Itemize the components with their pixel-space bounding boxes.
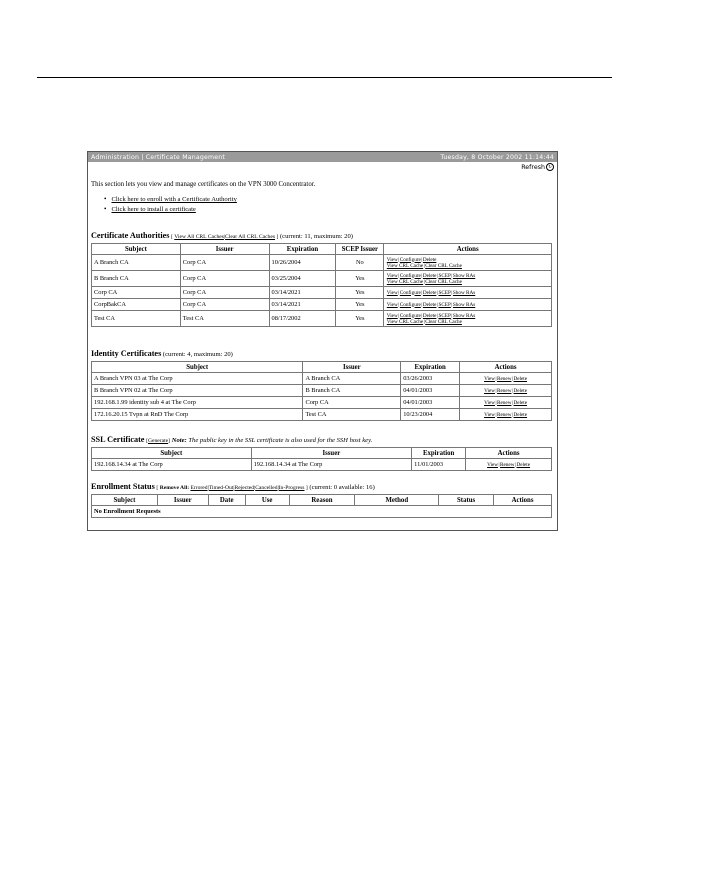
table-header-row: [92, 362, 552, 373]
ca-crl-controls: [171, 234, 278, 240]
identity-section-title: Identity Certificates: [91, 349, 162, 358]
enrollment-section-heading: [91, 482, 375, 491]
view-link[interactable]: View: [386, 312, 398, 319]
remove-in-progress-link[interactable]: In-Progress: [278, 485, 305, 491]
cell-expiration: 03/26/2003: [401, 373, 460, 385]
identity-summary: (current: 4, maximum: 20): [162, 351, 233, 358]
cell-scep: No: [336, 255, 384, 271]
separator: |: [223, 234, 226, 240]
remove-rejected-link[interactable]: Rejected: [234, 485, 255, 491]
show-ras-link[interactable]: Show RAs: [452, 312, 476, 319]
note-label: Note:: [171, 437, 187, 444]
cell-subject: Test CA: [92, 311, 181, 327]
bracket: [: [171, 234, 173, 240]
remove-timed-out-link[interactable]: Timed-Out: [208, 485, 234, 491]
title-bar: [88, 152, 557, 162]
cell-issuer: Test CA: [303, 409, 401, 421]
view-link[interactable]: View: [484, 411, 495, 418]
enrollment-summary: (current: 0 available: 16): [309, 484, 375, 491]
cell-issuer: Corp CA: [180, 271, 269, 287]
enrollment-remove-controls: [ Remove All: Errored|Timed-Out|Rejected|Cancelled|In-Progress ]: [156, 485, 308, 491]
cell-expiration: 04/01/2003: [401, 385, 460, 397]
cell-subject: A Branch VPN 03 at The Corp: [92, 373, 303, 385]
cell-actions: View|Renew|Delete: [460, 385, 552, 397]
table-row: [92, 397, 552, 409]
view-link[interactable]: View: [386, 256, 398, 263]
configure-link[interactable]: Configure: [399, 289, 421, 296]
table-row: [92, 311, 552, 327]
bracket: ]: [276, 234, 279, 240]
table-row: [92, 299, 552, 311]
column-header: Issuer: [157, 495, 208, 506]
ssl-section-title: SSL Certificate: [91, 435, 145, 444]
cell-scep: Yes: [336, 299, 384, 311]
table-header-row: [92, 244, 552, 255]
column-header: Issuer: [303, 362, 401, 373]
table-row: [92, 506, 552, 518]
refresh-control[interactable]: [88, 162, 557, 172]
cell-issuer: Corp CA: [180, 287, 269, 299]
column-header: Date: [208, 495, 245, 506]
view-crl-link[interactable]: View CRL Cache: [386, 262, 424, 269]
view-link[interactable]: View: [386, 272, 398, 279]
column-header: Subject: [92, 362, 303, 373]
cell-expiration: 03/14/2021: [269, 299, 336, 311]
view-crl-link[interactable]: View CRL Cache: [386, 318, 424, 325]
list-item: [104, 195, 557, 203]
delete-link[interactable]: Delete: [422, 312, 437, 319]
bracket: [: [146, 438, 148, 444]
remove-all-label: Remove All:: [159, 485, 190, 491]
table-row: [92, 385, 552, 397]
delete-link[interactable]: Delete: [513, 411, 528, 418]
intro-text: This section lets you view and manage certificates on the VPN 3000 Concentrator.: [91, 181, 316, 188]
enroll-link[interactable]: Click here to enroll with a Certificate Authority: [111, 196, 237, 203]
cell-actions: View|Configure|Delete View CRL Cache|Clear CRL Cache: [384, 255, 552, 271]
column-header: SCEP Issuer: [336, 244, 384, 255]
show-ras-link[interactable]: Show RAs: [452, 301, 476, 308]
bracket: [: [156, 485, 159, 491]
cell-subject: Corp CA: [92, 287, 181, 299]
cell-expiration: 04/01/2003: [401, 397, 460, 409]
ssl-note: The public key in the SSL certificate is also used for the SSH host key.: [188, 437, 373, 444]
cell-scep: Yes: [336, 271, 384, 287]
list-item: [104, 205, 557, 213]
view-crl-link[interactable]: View CRL Cache: [386, 278, 424, 285]
cell-actions: View|Configure|Delete|SCEP|Show RAs: [384, 287, 552, 299]
column-header: Issuer: [180, 244, 269, 255]
refresh-label[interactable]: Refresh: [521, 164, 545, 171]
cell-expiration: 10/23/2004: [401, 409, 460, 421]
column-header: Expiration: [269, 244, 336, 255]
column-header: Use: [245, 495, 289, 506]
cell-expiration: 08/17/2002: [269, 311, 336, 327]
column-header: Subject: [92, 448, 252, 459]
cell-issuer: A Branch CA: [303, 373, 401, 385]
cell-subject: B Branch VPN 02 at The Corp: [92, 385, 303, 397]
identity-table: [91, 361, 552, 421]
view-link[interactable]: View: [487, 461, 498, 468]
view-all-crl-link[interactable]: View All CRL Caches: [174, 234, 224, 240]
cell-actions: View|Renew|Delete: [460, 409, 552, 421]
ssl-section-heading: [91, 435, 372, 444]
delete-link[interactable]: Delete: [422, 256, 437, 263]
configure-link[interactable]: Configure: [399, 312, 421, 319]
datetime: Tuesday, 8 October 2002 11:14:44: [440, 153, 554, 161]
cell-issuer: 192.168.14.34 at The Corp: [251, 459, 412, 471]
view-link[interactable]: View: [484, 375, 495, 382]
page-header-rule: [37, 77, 612, 78]
clear-crl-link[interactable]: Clear CRL Cache: [425, 318, 462, 325]
ca-table: [91, 243, 552, 327]
renew-link[interactable]: Renew: [497, 375, 512, 382]
cell-issuer: B Branch CA: [303, 385, 401, 397]
cell-expiration: 03/14/2021: [269, 287, 336, 299]
ssl-table: [91, 447, 552, 471]
cell-subject: 192.168.1.99 identity sub 4 at The Corp: [92, 397, 303, 409]
cell-subject: 172.16.20.15 Tvpn at RnD The Corp: [92, 409, 303, 421]
breadcrumb: Administration | Certificate Management: [91, 153, 225, 161]
cell-subject: CorpBakCA: [92, 299, 181, 311]
table-header-row: [92, 448, 552, 459]
cell-actions: View|Configure|Delete|SCEP|Show RAs View CRL Cache|Clear CRL Cache: [384, 311, 552, 327]
column-header: Method: [355, 495, 439, 506]
column-header: Subject: [92, 495, 158, 506]
show-ras-link[interactable]: Show RAs: [452, 289, 476, 296]
cell-expiration: 03/25/2004: [269, 271, 336, 287]
ca-section-title: Certificate Authorities: [91, 231, 170, 240]
cell-issuer: Corp CA: [180, 299, 269, 311]
column-header: Expiration: [401, 362, 460, 373]
scep-link[interactable]: SCEP: [438, 301, 451, 308]
table-row: [92, 287, 552, 299]
cell-subject: B Branch CA: [92, 271, 181, 287]
table-row: [92, 373, 552, 385]
cell-subject: A Branch CA: [92, 255, 181, 271]
table-row: [92, 409, 552, 421]
column-header: Reason: [289, 495, 355, 506]
cell-issuer: Corp CA: [180, 255, 269, 271]
cell-subject: 192.168.14.34 at The Corp: [92, 459, 252, 471]
view-link[interactable]: View: [386, 289, 398, 296]
delete-link[interactable]: Delete: [513, 375, 528, 382]
enrollment-table: [91, 494, 552, 518]
configure-link[interactable]: Configure: [399, 272, 421, 279]
column-header: Actions: [384, 244, 552, 255]
table-row: [92, 459, 552, 471]
table-row: [92, 255, 552, 271]
identity-section-heading: [91, 349, 233, 358]
delete-link[interactable]: Delete: [513, 387, 528, 394]
cell-issuer: Corp CA: [303, 397, 401, 409]
remove-cancelled-link[interactable]: Cancelled: [255, 485, 278, 491]
cell-actions: View|Configure|Delete|SCEP|Show RAs View CRL Cache|Clear CRL Cache: [384, 271, 552, 287]
empty-message: No Enrollment Requests: [92, 506, 552, 518]
delete-link[interactable]: Delete: [422, 301, 437, 308]
delete-link[interactable]: Delete: [516, 461, 531, 468]
column-header: Actions: [466, 448, 552, 459]
clear-crl-link[interactable]: Clear CRL Cache: [425, 262, 462, 269]
view-link[interactable]: View: [386, 301, 398, 308]
scep-link[interactable]: SCEP: [438, 272, 451, 279]
table-row: [92, 271, 552, 287]
configure-link[interactable]: Configure: [399, 301, 421, 308]
delete-link[interactable]: Delete: [422, 272, 437, 279]
ca-section-heading: [91, 231, 353, 240]
clear-crl-link[interactable]: Clear CRL Cache: [425, 278, 462, 285]
column-header: Actions: [494, 495, 552, 506]
cell-scep: Yes: [336, 287, 384, 299]
install-link[interactable]: Click here to install a certificate: [111, 206, 196, 213]
column-header: Status: [439, 495, 494, 506]
column-header: Subject: [92, 244, 181, 255]
action-links: [104, 195, 557, 213]
clear-all-crl-link[interactable]: Clear All CRL Caches: [225, 234, 276, 240]
refresh-icon[interactable]: ↻: [546, 163, 554, 171]
cell-issuer: Test CA: [180, 311, 269, 327]
table-header-row: [92, 495, 552, 506]
bracket: ]: [305, 485, 308, 491]
cell-expiration: 11/01/2003: [412, 459, 466, 471]
cell-actions: View|Configure|Delete|SCEP|Show RAs: [384, 299, 552, 311]
certificate-management-panel: [87, 151, 558, 531]
configure-link[interactable]: Configure: [399, 256, 421, 263]
renew-link[interactable]: Renew: [497, 399, 512, 406]
cell-expiration: 10/26/2004: [269, 255, 336, 271]
ssl-generate-control: [146, 438, 170, 444]
scep-link[interactable]: SCEP: [438, 312, 451, 319]
renew-link[interactable]: Renew: [500, 461, 515, 468]
renew-link[interactable]: Renew: [497, 387, 512, 394]
enrollment-section-title: Enrollment Status: [91, 482, 155, 491]
delete-link[interactable]: Delete: [513, 399, 528, 406]
view-link[interactable]: View: [484, 399, 495, 406]
column-header: Expiration: [412, 448, 466, 459]
cell-actions: View|Renew|Delete: [460, 373, 552, 385]
cell-actions: View|Renew|Delete: [466, 459, 552, 471]
bracket: ]: [168, 438, 171, 444]
column-header: Issuer: [251, 448, 412, 459]
show-ras-link[interactable]: Show RAs: [452, 272, 476, 279]
cell-actions: View|Renew|Delete: [460, 397, 552, 409]
ca-summary: (current: 11, maximum: 20): [279, 233, 353, 240]
remove-errored-link[interactable]: Errored: [190, 485, 208, 491]
delete-link[interactable]: Delete: [422, 289, 437, 296]
view-link[interactable]: View: [484, 387, 495, 394]
column-header: Actions: [460, 362, 552, 373]
scep-link[interactable]: SCEP: [438, 289, 451, 296]
renew-link[interactable]: Renew: [497, 411, 512, 418]
cell-scep: Yes: [336, 311, 384, 327]
generate-link[interactable]: Generate: [147, 438, 169, 444]
